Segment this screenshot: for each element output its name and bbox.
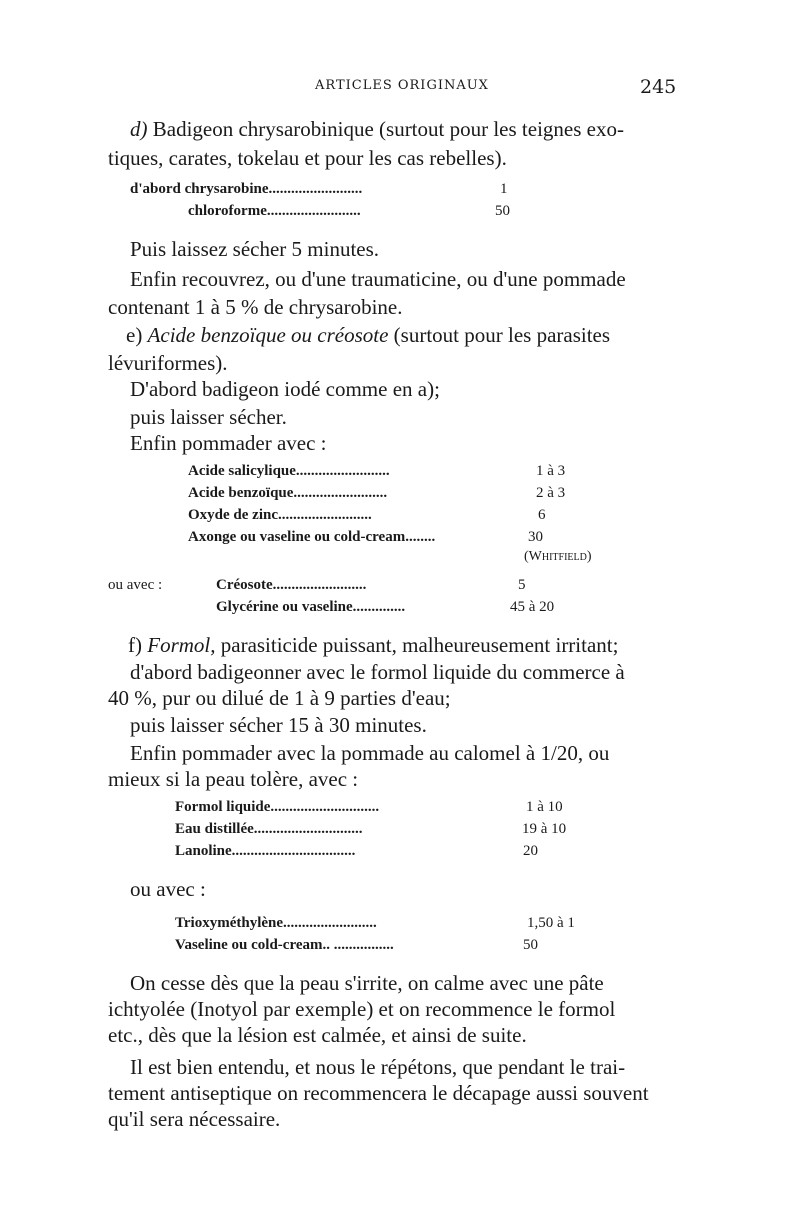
- closing-p1-line-3: etc., dès que la lésion est calmée, et ainsi de suite.: [108, 1023, 527, 1047]
- recipe-ingredient: Trioxyméthylène.........................: [175, 915, 377, 931]
- closing-p1-line-2: ichtyolée (Inotyol par exemple) et on recommence le formol: [108, 997, 616, 1021]
- recipe-quantity: 1 à 3: [536, 463, 566, 479]
- section-d-text-1: Badigeon chrysarobinique (surtout pour les teignes exo-: [152, 117, 624, 141]
- recipe-quantity: 1,50 à 1: [527, 915, 575, 931]
- section-d-line-1: [130, 114, 624, 144]
- recipe-line: [175, 840, 538, 862]
- recipe-quantity: 6: [538, 507, 546, 523]
- recipe-ingredient: Oxyde de zinc.........................: [188, 507, 372, 523]
- recipe-line: [175, 818, 567, 840]
- section-e-text-1: (surtout pour les parasites: [393, 323, 611, 347]
- section-e-label: e): [126, 323, 143, 347]
- recipe-quantity: 30: [528, 529, 543, 545]
- recipe-line: [188, 504, 546, 526]
- recipe-quantity: 20: [523, 843, 538, 859]
- page-number: 245: [640, 76, 677, 98]
- recipe-ingredient: chloroforme.........................: [188, 203, 361, 219]
- section-f-line-3: 40 %, pur ou dilué de 1 à 9 parties d'eau;: [108, 686, 451, 710]
- recipe-quantity: 45 à 20: [510, 599, 555, 615]
- section-e-line-3: D'abord badigeon iodé comme en a);: [130, 377, 440, 401]
- recipe-attribution: (Whitfield): [524, 549, 592, 564]
- recipe-quantity: 50: [495, 203, 510, 219]
- recipe-ingredient: Acide benzoïque.........................: [188, 485, 388, 501]
- section-d-line-2: tiques, carates, tokelau et pour les cas rebelles).: [108, 146, 507, 170]
- section-e-line-4: puis laisser sécher.: [130, 405, 287, 429]
- section-f-line-4: puis laisser sécher 15 à 30 minutes.: [130, 713, 427, 737]
- recipe-quantity: 50: [523, 937, 538, 953]
- recipe-quantity: 2 à 3: [536, 485, 566, 501]
- recipe-ingredient: Lanoline.................................: [175, 843, 356, 859]
- recipe-quantity: 1: [500, 181, 508, 197]
- section-f-line-6: mieux si la peau tolère, avec :: [108, 767, 359, 791]
- recipe-ingredient: Créosote.........................: [216, 577, 367, 593]
- ou-avec-label: ou avec :: [108, 577, 163, 593]
- section-d-after-1: Puis laissez sécher 5 minutes.: [130, 237, 380, 261]
- section-f-text-1: parasiticide puissant, malheureusement irritant;: [220, 633, 619, 657]
- section-f-line-5: Enfin pommader avec la pommade au calomel à 1/20, ou: [130, 741, 610, 765]
- section-d-label: d): [130, 117, 148, 141]
- recipe-line: [188, 200, 510, 222]
- section-f-line-1: [128, 630, 618, 660]
- section-f-title: Formol,: [147, 633, 216, 657]
- section-e-line-5: Enfin pommader avec :: [130, 431, 327, 455]
- recipe-line: [188, 460, 566, 482]
- section-e-line-2: lévuriformes).: [108, 351, 228, 375]
- recipe-line: [216, 574, 526, 596]
- recipe-ingredient: Glycérine ou vaseline..............: [216, 599, 406, 615]
- section-f-line-2: d'abord badigeonner avec le formol liquide du commerce à: [130, 660, 625, 684]
- section-d-after-3: contenant 1 à 5 % de chrysarobine.: [108, 295, 403, 319]
- recipe-line: [175, 934, 538, 956]
- section-e-title: Acide benzoïque ou créosote: [147, 323, 389, 347]
- recipe-line: [130, 178, 508, 200]
- recipe-ingredient: d'abord chrysarobine.........................: [130, 181, 363, 197]
- recipe-quantity: 19 à 10: [522, 821, 567, 837]
- closing-p2-line-3: qu'il sera nécessaire.: [108, 1107, 281, 1131]
- section-d-after-2: Enfin recouvrez, ou d'une traumaticine, ou d'une pommade: [130, 267, 626, 291]
- recipe-line: [175, 796, 563, 818]
- recipe-ingredient: Acide salicylique.........................: [188, 463, 390, 479]
- recipe-quantity: 5: [518, 577, 526, 593]
- section-f-label: f): [128, 633, 142, 657]
- recipe-line: [216, 596, 555, 618]
- closing-p1-line-1: On cesse dès que la peau s'irrite, on calme avec une pâte: [130, 971, 604, 995]
- recipe-ingredient: Axonge ou vaseline ou cold-cream........: [188, 529, 436, 545]
- recipe-ingredient: Eau distillée.............................: [175, 821, 363, 837]
- page-header: [0, 78, 800, 100]
- recipe-line: [175, 912, 575, 934]
- ou-avec-label-2: ou avec :: [130, 877, 206, 901]
- recipe-line: [188, 526, 543, 548]
- recipe-ingredient: Vaseline ou cold-cream.. ................: [175, 937, 394, 953]
- recipe-quantity: 1 à 10: [526, 799, 563, 815]
- section-e-line-1: [126, 320, 610, 350]
- closing-p2-line-2: tement antiseptique on recommencera le décapage aussi souvent: [108, 1081, 649, 1105]
- closing-p2-line-1: Il est bien entendu, et nous le répétons, que pendant le trai-: [130, 1055, 626, 1079]
- running-head: ARTICLES ORIGINAUX: [315, 78, 489, 93]
- recipe-ingredient: Formol liquide.............................: [175, 799, 380, 815]
- recipe-line: [188, 482, 566, 504]
